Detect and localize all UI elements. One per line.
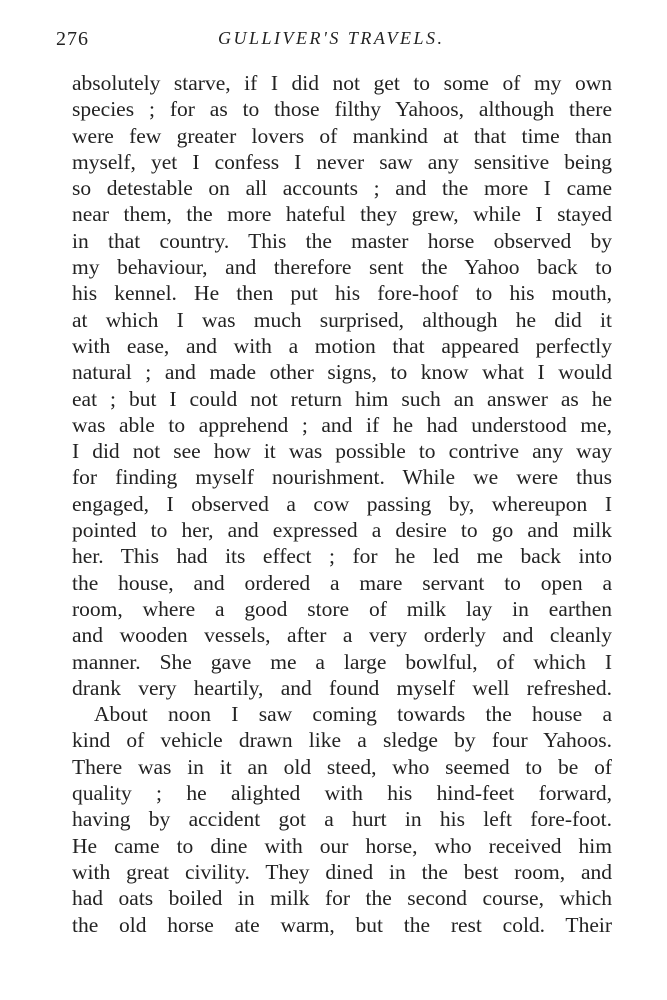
text-line: quality ; he alighted with his hind-feet forward, bbox=[72, 781, 612, 806]
text-line: kind of vehicle drawn like a sledge by four Yahoos. bbox=[72, 728, 612, 753]
text-line: pointed to her, and expressed a desire to go and milk bbox=[72, 518, 612, 543]
text-line: near them, the more hateful they grew, while I stayed bbox=[72, 202, 612, 227]
text-line: at which I was much surprised, although he did it bbox=[72, 307, 612, 332]
text-line: the house, and ordered a mare servant to open a bbox=[72, 570, 612, 595]
text-line: I did not see how it was possible to contrive any way bbox=[72, 439, 612, 464]
paragraph-1 bbox=[72, 70, 612, 701]
text-line: were few greater lovers of mankind at that time than bbox=[72, 123, 612, 148]
text-line: engaged, I observed a cow passing by, whereupon I bbox=[72, 491, 612, 516]
text-line: having by accident got a hurt in his left fore-foot. bbox=[72, 807, 612, 832]
running-head: GULLIVER'S TRAVELS. bbox=[218, 28, 445, 48]
text-line: He came to dine with our horse, who received him bbox=[72, 833, 612, 858]
text-line: absolutely starve, if I did not get to some of my own bbox=[72, 71, 612, 95]
text-line: had oats boiled in milk for the second course, which bbox=[72, 886, 612, 911]
text-line: my behaviour, and therefore sent the Yahoo back to bbox=[72, 255, 612, 280]
text-line: her. This had its effect ; for he led me back into bbox=[72, 544, 612, 569]
body-text bbox=[72, 70, 612, 938]
text-line: for finding myself nourishment. While we were thus bbox=[72, 465, 612, 490]
page-header bbox=[56, 28, 616, 56]
text-line: manner. She gave me a large bowlful, of which I bbox=[72, 649, 612, 674]
text-line: natural ; and made other signs, to know what I would bbox=[72, 360, 612, 385]
text-line: was able to apprehend ; and if he had understood me, bbox=[72, 412, 612, 437]
text-line: eat ; but I could not return him such an answer as he bbox=[72, 386, 612, 411]
text-line: There was in it an old steed, who seemed to be of bbox=[72, 754, 612, 779]
text-line: his kennel. He then put his fore-hoof to his mouth, bbox=[72, 281, 612, 306]
text-line: with great civility. They dined in the best room, and bbox=[72, 859, 612, 884]
paragraph-2 bbox=[72, 701, 612, 938]
text-line: the old horse ate warm, but the rest cold. Their bbox=[72, 912, 612, 937]
text-line: drank very heartily, and found myself well refreshed. bbox=[72, 675, 612, 700]
text-line: and wooden vessels, after a very orderly and cleanly bbox=[72, 623, 612, 648]
text-line: room, where a good store of milk lay in earthen bbox=[72, 596, 612, 621]
text-line: in that country. This the master horse observed by bbox=[72, 228, 612, 253]
text-line: myself, yet I confess I never saw any sensitive being bbox=[72, 149, 612, 174]
text-line: so detestable on all accounts ; and the more I came bbox=[72, 176, 612, 201]
text-line: with ease, and with a motion that appeared perfectly bbox=[72, 333, 612, 358]
text-line: About noon I saw coming towards the house a bbox=[94, 702, 612, 727]
text-line: species ; for as to those filthy Yahoos, although there bbox=[72, 97, 612, 122]
page-number: 276 bbox=[56, 28, 89, 50]
